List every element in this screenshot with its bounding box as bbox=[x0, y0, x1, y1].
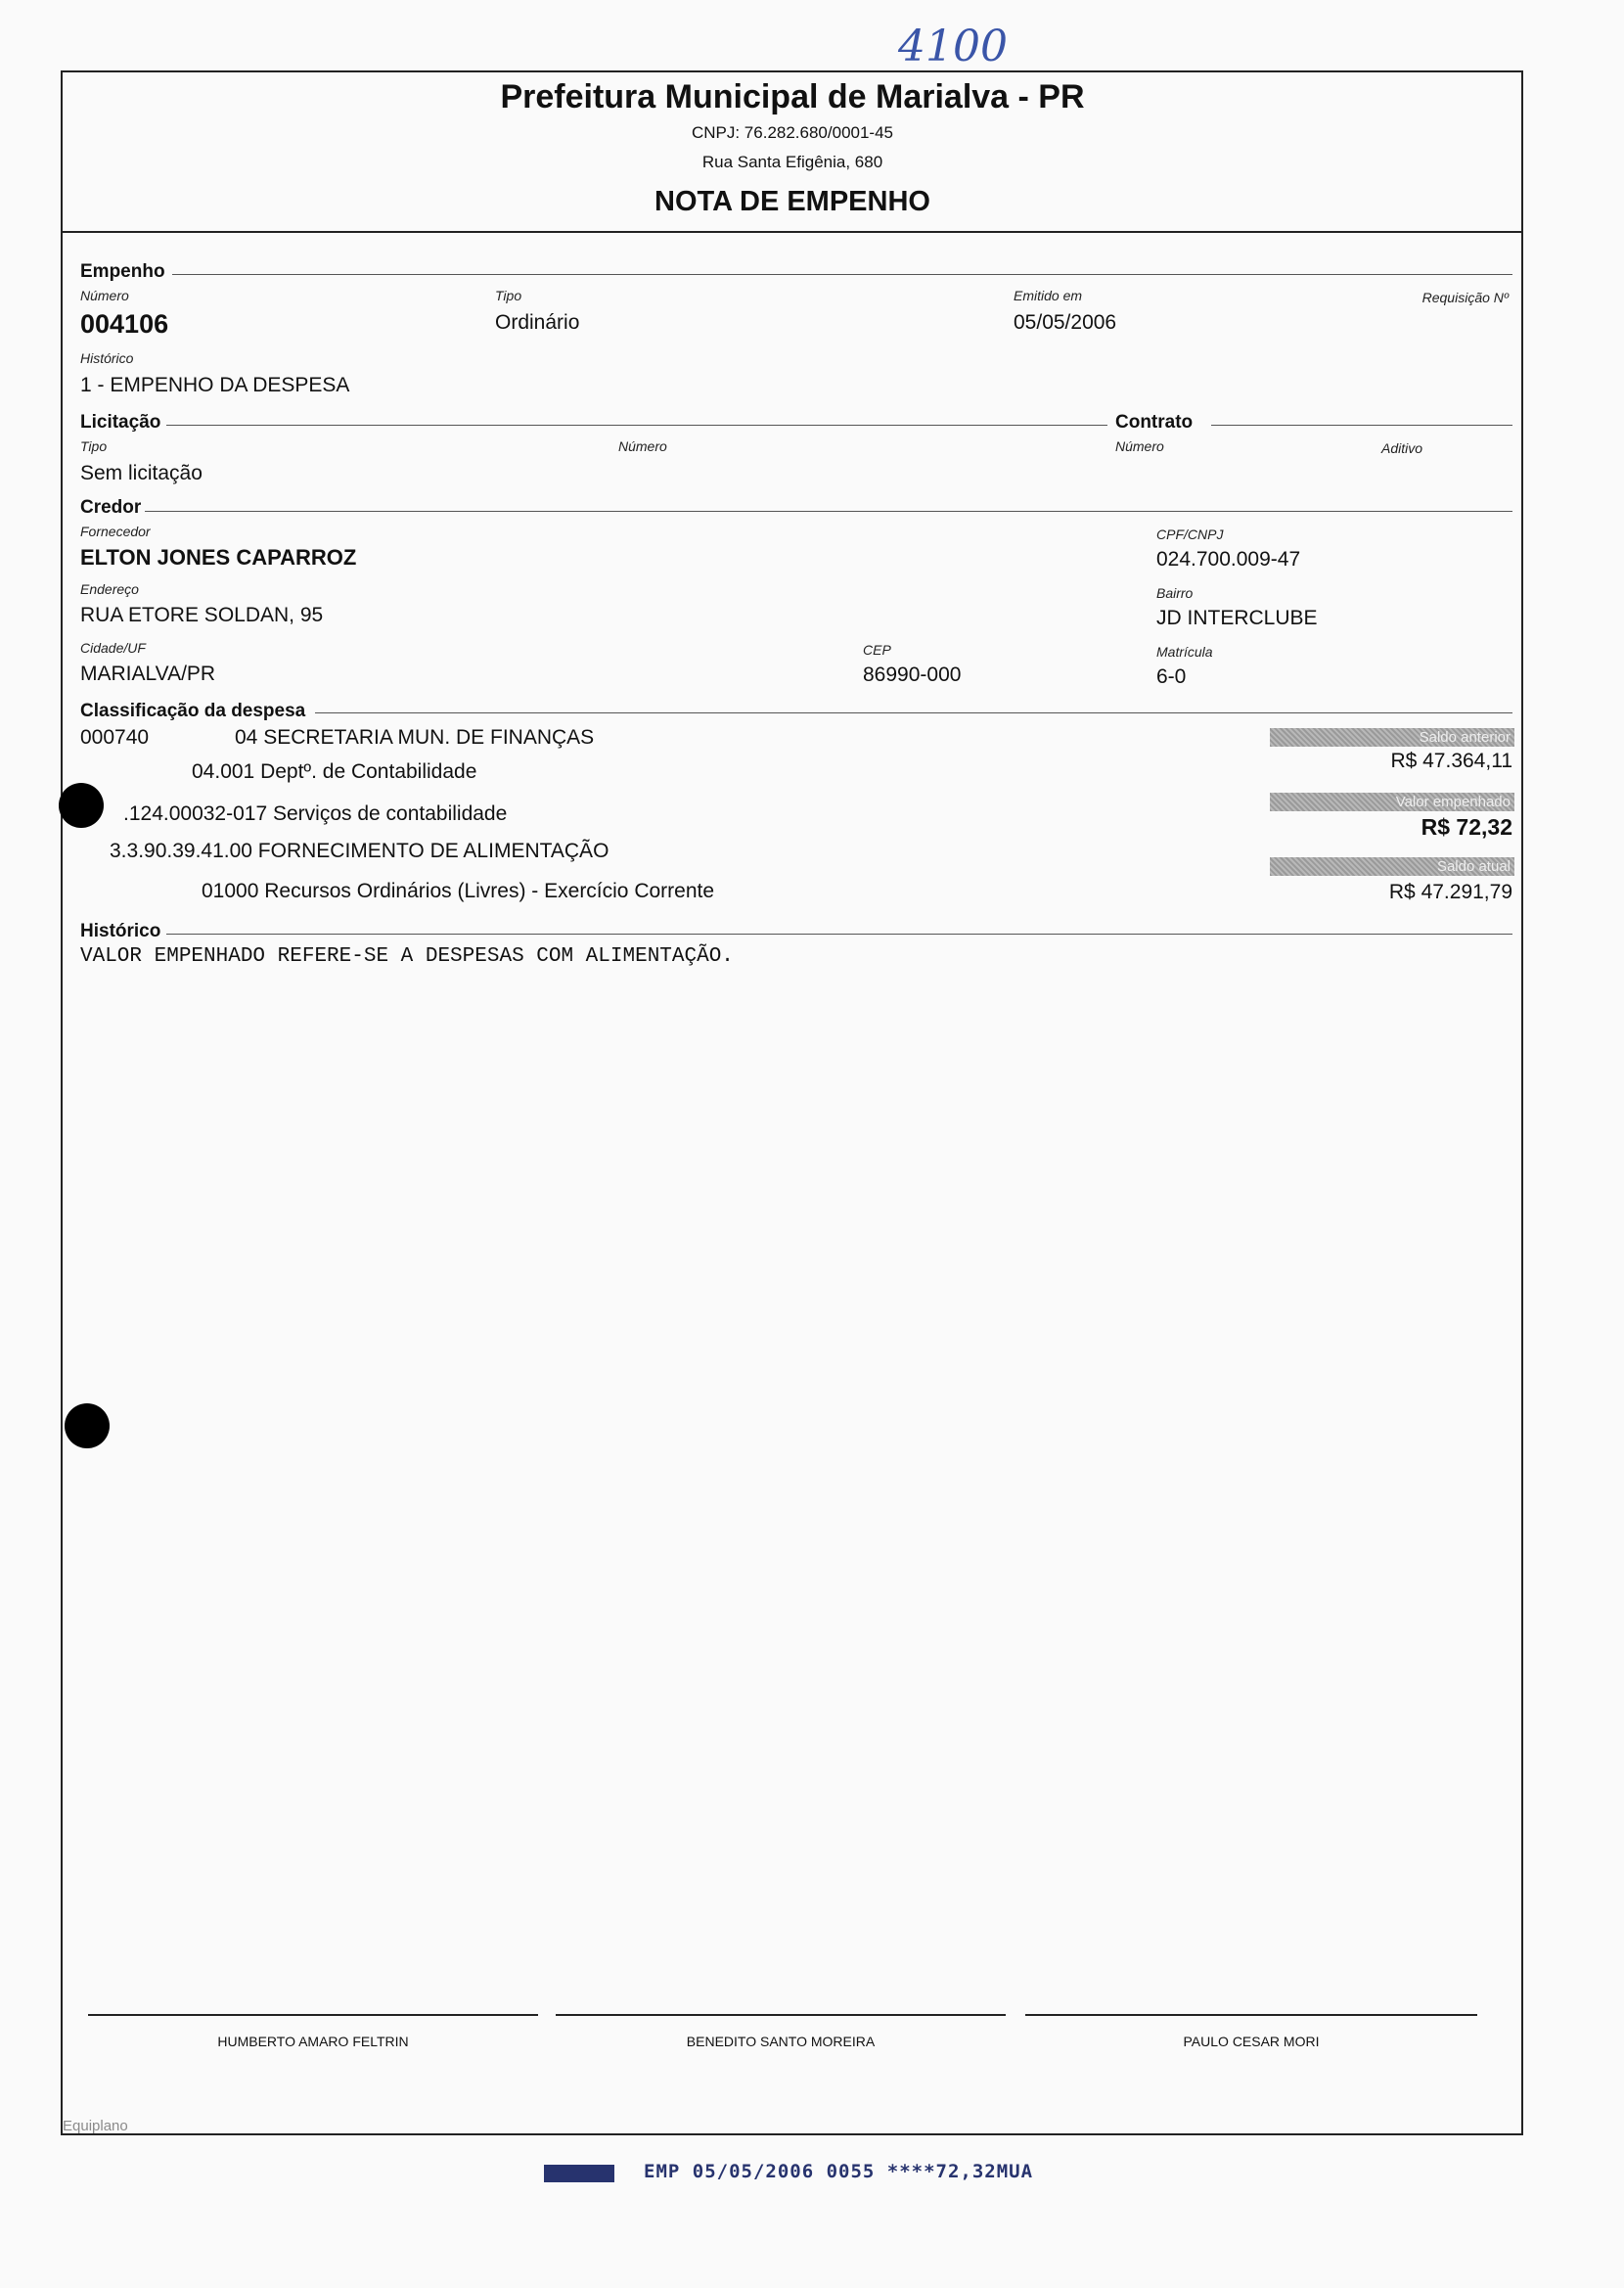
emitido-label: Emitido em bbox=[1014, 288, 1083, 303]
classificacao-funcional: .124.00032-017 Serviços de contabilidade bbox=[123, 802, 508, 825]
doc-title: NOTA DE EMPENHO bbox=[654, 186, 930, 217]
endereco-label: Endereço bbox=[80, 581, 139, 597]
stamp-logo-icon bbox=[544, 2165, 614, 2182]
tipo-value: Ordinário bbox=[495, 311, 580, 334]
signature-name: BENEDITO SANTO MOREIRA bbox=[686, 2034, 876, 2049]
cidade-label: Cidade/UF bbox=[80, 640, 146, 656]
requisicao-label: Requisição Nº bbox=[1421, 290, 1509, 305]
cpf-value: 024.700.009-47 bbox=[1156, 548, 1301, 571]
emitido-value: 05/05/2006 bbox=[1014, 311, 1117, 334]
saldo-atual-value: R$ 47.291,79 bbox=[1388, 881, 1512, 903]
cep-label: CEP bbox=[863, 642, 891, 658]
bairro-label: Bairro bbox=[1156, 585, 1194, 601]
historico-value: 1 - EMPENHO DA DESPESA bbox=[80, 374, 350, 396]
footer-brand: Equiplano bbox=[63, 2118, 128, 2134]
fornecedor-value: ELTON JONES CAPARROZ bbox=[80, 545, 357, 570]
rule-classificacao bbox=[315, 712, 1512, 713]
section-empenho: Empenho bbox=[80, 261, 165, 282]
saldo-atual-label: Saldo atual bbox=[1270, 857, 1514, 876]
numero-value: 004106 bbox=[80, 309, 169, 339]
org-name: Prefeitura Municipal de Marialva - PR bbox=[500, 78, 1085, 115]
valor-empenhado-value: R$ 72,32 bbox=[1421, 814, 1512, 840]
signature-line bbox=[556, 2014, 1006, 2016]
org-address: Rua Santa Efigênia, 680 bbox=[701, 153, 883, 171]
section-classificacao: Classificação da despesa bbox=[80, 701, 306, 721]
section-historico: Histórico bbox=[80, 921, 161, 941]
org-cnpj: CNPJ: 76.282.680/0001-45 bbox=[691, 123, 894, 142]
classificacao-recurso: 01000 Recursos Ordinários (Livres) - Exercício Corrente bbox=[202, 880, 715, 902]
saldo-anterior-label: Saldo anterior bbox=[1270, 728, 1514, 747]
fornecedor-label: Fornecedor bbox=[80, 524, 151, 539]
signature-line bbox=[88, 2014, 538, 2016]
rule-credor bbox=[145, 511, 1512, 512]
licitacao-tipo-value: Sem licitação bbox=[80, 462, 203, 484]
handwritten-note: 4100 bbox=[898, 22, 1008, 71]
historico-label: Histórico bbox=[80, 350, 134, 366]
tipo-label: Tipo bbox=[495, 288, 522, 303]
hole-punch-mark bbox=[65, 1403, 110, 1448]
rule-contrato bbox=[1211, 425, 1512, 426]
cpf-label: CPF/CNPJ bbox=[1156, 526, 1224, 542]
signature-name: PAULO CESAR MORI bbox=[1183, 2034, 1320, 2049]
classificacao-code: 000740 bbox=[80, 726, 150, 749]
rule-historico bbox=[166, 934, 1512, 935]
numero-label: Número bbox=[80, 288, 129, 303]
rule-empenho bbox=[172, 274, 1512, 275]
bairro-value: JD INTERCLUBE bbox=[1156, 607, 1318, 629]
classificacao-elemento: 3.3.90.39.41.00 FORNECIMENTO DE ALIMENTAÇÃO bbox=[110, 840, 609, 862]
signature-name: HUMBERTO AMARO FELTRIN bbox=[217, 2034, 409, 2049]
contrato-aditivo-label: Aditivo bbox=[1381, 440, 1423, 456]
section-contrato: Contrato bbox=[1115, 412, 1194, 433]
header-divider bbox=[61, 231, 1523, 233]
cidade-value: MARIALVA/PR bbox=[80, 663, 216, 685]
valor-empenhado-label: Valor empenhado bbox=[1270, 793, 1514, 811]
licitacao-tipo-label: Tipo bbox=[80, 438, 108, 454]
classificacao-orgao: 04 SECRETARIA MUN. DE FINANÇAS bbox=[235, 726, 595, 749]
contrato-numero-label: Número bbox=[1115, 438, 1164, 454]
rule-licitacao bbox=[166, 425, 1107, 426]
signature-line bbox=[1025, 2014, 1477, 2016]
bottom-stamp: EMP 05/05/2006 0055 ****72,32MUA bbox=[644, 2161, 1034, 2182]
matricula-value: 6-0 bbox=[1156, 665, 1187, 688]
matricula-label: Matrícula bbox=[1156, 644, 1213, 660]
classificacao-unidade: 04.001 Deptº. de Contabilidade bbox=[192, 760, 477, 783]
historico-text: VALOR EMPENHADO REFERE-SE A DESPESAS COM ALIMENTAÇÃO. bbox=[80, 945, 734, 968]
saldo-anterior-value: R$ 47.364,11 bbox=[1390, 750, 1512, 772]
endereco-value: RUA ETORE SOLDAN, 95 bbox=[80, 604, 324, 626]
hole-punch-mark bbox=[59, 783, 104, 828]
section-licitacao: Licitação bbox=[80, 412, 161, 433]
section-credor: Credor bbox=[80, 497, 142, 518]
licitacao-numero-label: Número bbox=[618, 438, 667, 454]
cep-value: 86990-000 bbox=[863, 664, 962, 686]
